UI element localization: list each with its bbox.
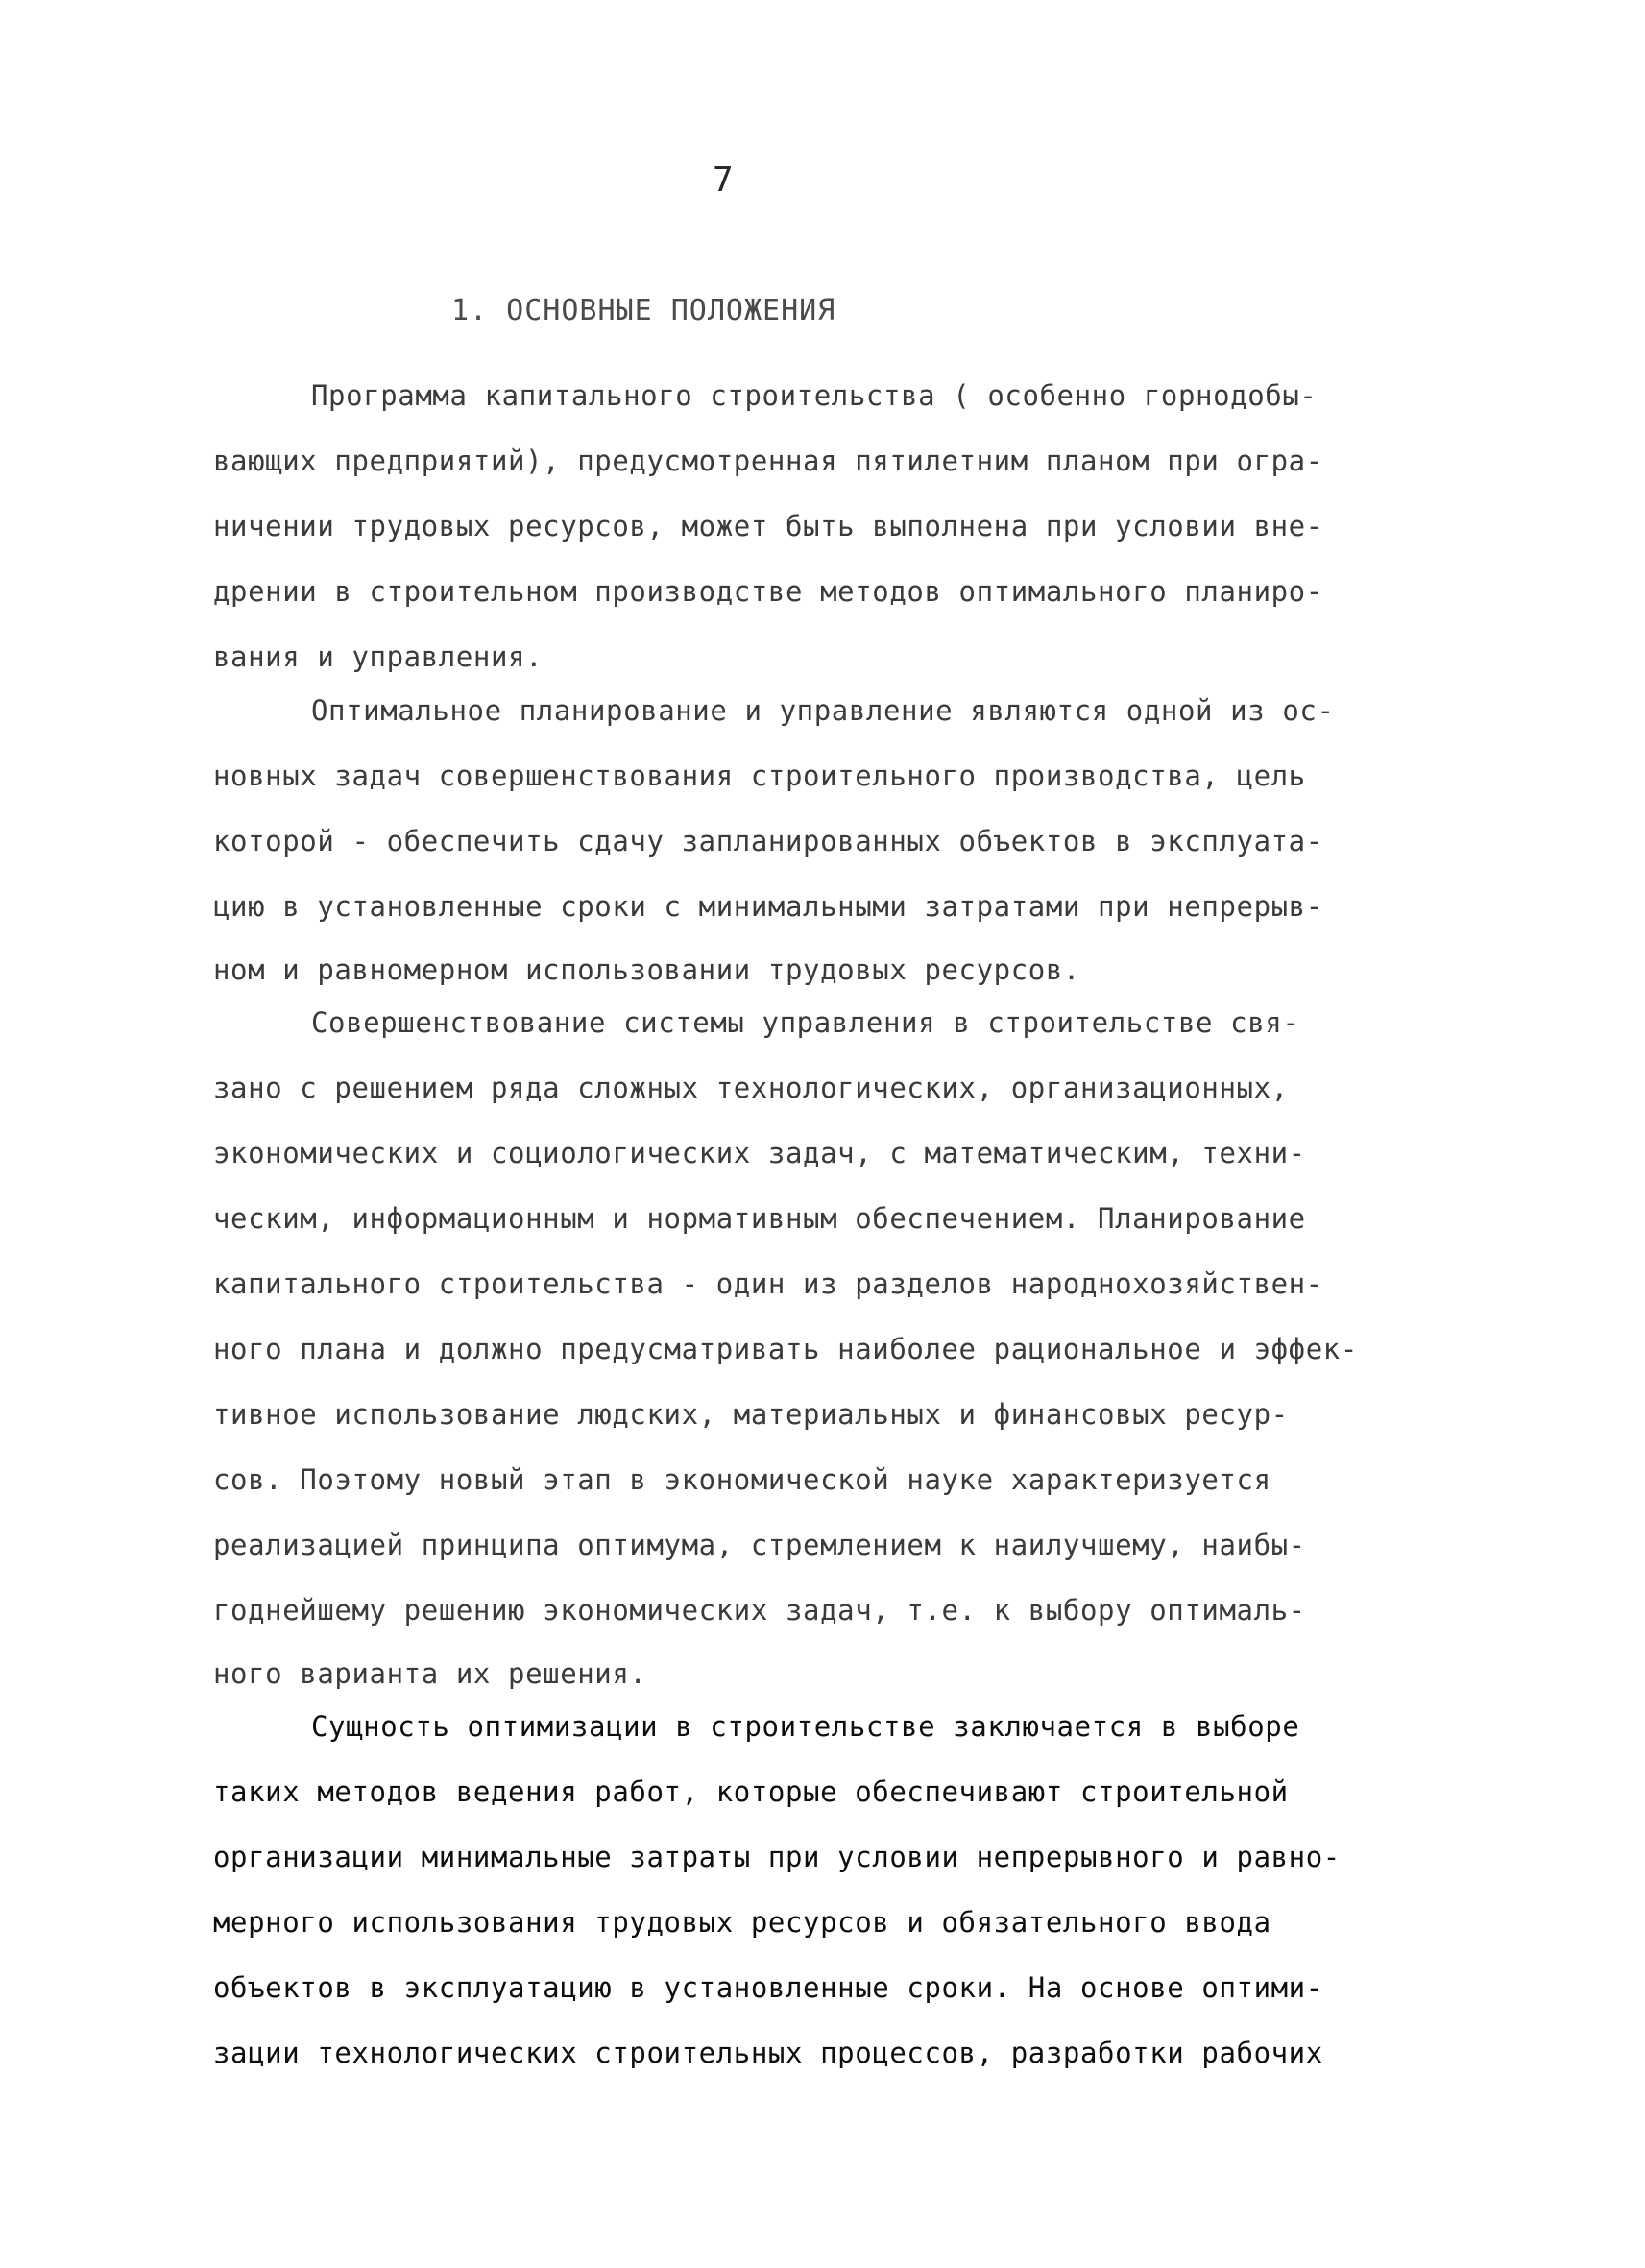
text-line: зано с решением ряда сложных технологических, организационных,: [213, 1072, 1289, 1104]
text-line: ного варианта их решения.: [213, 1657, 647, 1690]
text-line: тивное использование людских, материальных и финансовых ресур-: [213, 1398, 1289, 1431]
text-line: зации технологических строительных процессов, разработки рабочих: [213, 2037, 1323, 2069]
text-line: Оптимальное планирование и управление являются одной из ос-: [311, 694, 1335, 727]
text-line: вающих предприятий), предусмотренная пятилетним планом при огра-: [213, 445, 1323, 477]
text-line: сов. Поэтому новый этап в экономической науке характеризуется: [213, 1463, 1271, 1496]
text-line: экономических и социологических задач, с математическим, техни-: [213, 1137, 1306, 1170]
text-line: цию в установленные сроки с минимальными затратами при непрерыв-: [213, 890, 1323, 923]
page-number: 7: [713, 160, 734, 200]
text-line: Программа капитального строительства ( особенно горнодобы-: [311, 379, 1318, 412]
text-line: ческим, информационным и нормативным обеспечением. Планирование: [213, 1202, 1306, 1235]
text-line: капитального строительства - один из разделов народнохозяйствен-: [213, 1267, 1323, 1300]
text-line: ничении трудовых ресурсов, может быть выполнена при условии вне-: [213, 510, 1323, 543]
text-line: организации минимальные затраты при условии непрерывного и равно-: [213, 1841, 1341, 1873]
text-line: дрении в строительном производстве методов оптимального планиро-: [213, 575, 1323, 608]
section-heading: 1. ОСНОВНЫЕ ПОЛОЖЕНИЯ: [451, 294, 836, 327]
text-line: реализацией принципа оптимума, стремлением к наилучшему, наибы-: [213, 1529, 1306, 1561]
text-line: мерного использования трудовых ресурсов и обязательного ввода: [213, 1906, 1271, 1939]
text-line: Совершенствование системы управления в строительстве свя-: [311, 1006, 1300, 1039]
text-line: новных задач совершенствования строительного производства, цель: [213, 760, 1306, 792]
text-line: ного плана и должно предусматривать наиболее рациональное и эффек-: [213, 1333, 1358, 1365]
text-line: Сущность оптимизации в строительстве заключается в выборе: [311, 1710, 1300, 1743]
text-line: годнейшему решению экономических задач, т.е. к выбору оптималь-: [213, 1594, 1306, 1627]
text-line: которой - обеспечить сдачу запланированных объектов в эксплуата-: [213, 825, 1323, 857]
text-line: объектов в эксплуатацию в установленные сроки. На основе оптими-: [213, 1971, 1323, 2004]
text-line: ном и равномерном использовании трудовых ресурсов.: [213, 953, 1080, 986]
text-line: таких методов ведения работ, которые обеспечивают строительной: [213, 1775, 1289, 1808]
text-line: вания и управления.: [213, 640, 544, 673]
